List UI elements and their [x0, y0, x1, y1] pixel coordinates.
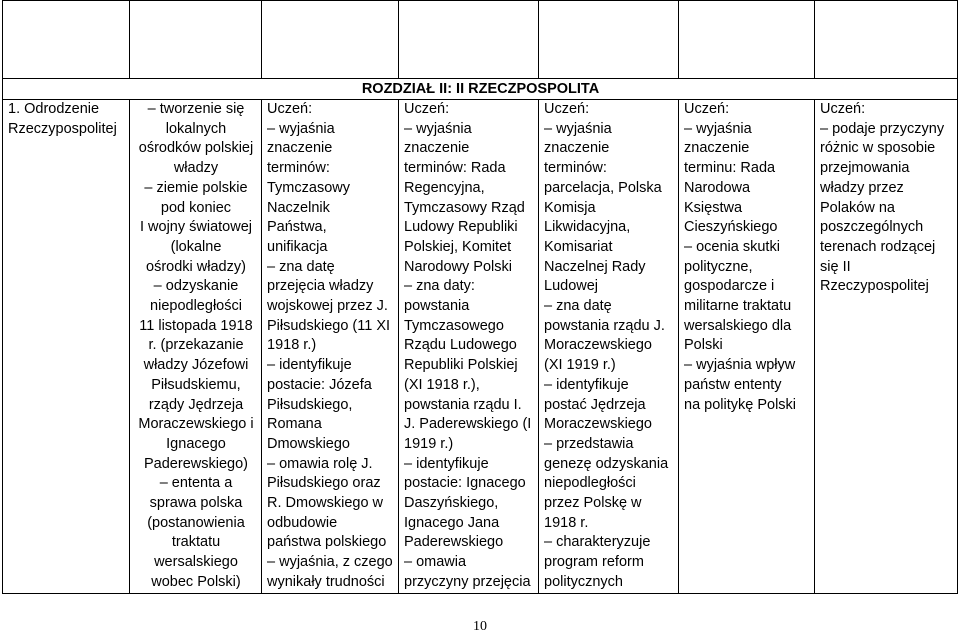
- cell-line: Ignacego Jana: [404, 514, 500, 531]
- cell-line: niepodległości: [544, 475, 636, 492]
- cell-line: postacie: Ignacego: [404, 475, 526, 492]
- cell-line: Tymczasowego: [404, 317, 504, 334]
- cell-line: różnic w sposobie: [820, 140, 936, 157]
- cell-line: wojskowej przez J.: [267, 298, 388, 315]
- cell-line: (XI 1918 r.),: [404, 376, 480, 393]
- cell-line: – wyjaśnia: [684, 120, 752, 137]
- cell-line: Likwidacyjna,: [544, 219, 631, 236]
- cell-line: – tworzenie się: [147, 101, 245, 117]
- cell-line: Romana: [267, 416, 322, 433]
- cell-line: R. Dmowskiego w: [267, 495, 384, 512]
- cell-line: Państwa,: [267, 219, 327, 236]
- cell-line: – zna daty:: [404, 278, 475, 295]
- cell-line: państw ententy: [684, 376, 782, 393]
- cell-line: – podaje przyczyny: [820, 120, 945, 137]
- cell-line: (XI 1919 r.): [544, 357, 616, 374]
- cell-line: – wyjaśnia: [544, 120, 612, 137]
- cell-line: Księstwa: [684, 199, 743, 216]
- cell-line: wersalskiego: [154, 554, 238, 571]
- cell-line: terenach rodzącej: [820, 238, 936, 255]
- cell-line: 11 listopada 1918: [139, 317, 253, 334]
- content-cell: [130, 100, 262, 594]
- cell-line: Ludowy Republiki: [404, 219, 518, 236]
- cell-line: – identyfikuje: [267, 357, 352, 374]
- top-empty-cell: [130, 1, 262, 79]
- cell-line: Rzeczypospolitej: [8, 120, 117, 137]
- cell-line: znaczenie: [684, 140, 750, 157]
- cell-line: Uczeń:: [684, 101, 730, 117]
- cell-line: Naczelnik: [267, 199, 330, 216]
- cell-line: – charakteryzuje: [544, 534, 651, 551]
- cell-line: Narodowa: [684, 179, 751, 196]
- cell-line: Rzeczypospolitej: [820, 278, 929, 295]
- cell-line: (postanowienia: [147, 514, 245, 531]
- cell-line: – ententa a: [159, 475, 233, 492]
- top-empty-cell: [679, 1, 815, 79]
- top-empty-cell: [3, 1, 130, 79]
- cell-line: terminów: Rada: [404, 160, 506, 177]
- requirements-level-4-cell: [679, 100, 815, 594]
- cell-line: Ludowej: [544, 278, 599, 295]
- cell-line: – wyjaśnia wpływ: [684, 357, 796, 374]
- cell-line: J. Paderewskiego (I: [404, 416, 532, 433]
- cell-line: – wyjaśnia, z czego: [267, 554, 393, 571]
- cell-line: Republiki Polskiej: [404, 357, 518, 374]
- cell-line: – wyjaśnia: [404, 120, 472, 137]
- cell-line: Dmowskiego: [267, 435, 350, 452]
- cell-line: unifikacja: [267, 238, 328, 255]
- cell-line: Tymczasowy: [267, 179, 350, 196]
- cell-line: niepodległości: [150, 298, 242, 315]
- chapter-heading-row: [3, 79, 958, 100]
- cell-line: – zna datę: [267, 258, 335, 275]
- cell-line: powstania rządu J.: [544, 317, 665, 334]
- cell-line: przez Polskę w: [544, 495, 642, 512]
- cell-line: postać Jędrzeja: [544, 396, 646, 413]
- cell-line: Rządu Ludowego: [404, 337, 517, 354]
- cell-line: I wojny światowej: [139, 219, 252, 236]
- cell-line: władzy: [173, 160, 219, 177]
- cell-line: Cieszyńskiego: [684, 219, 778, 236]
- topic-cell: [3, 100, 130, 594]
- cell-line: politycznych: [544, 573, 623, 590]
- cell-line: genezę odzyskania: [544, 455, 669, 472]
- cell-line: Uczeń:: [820, 101, 866, 117]
- requirements-level-2-cell: [399, 100, 539, 594]
- cell-line: Paderewskiego): [144, 455, 248, 472]
- cell-line: – omawia rolę J.: [267, 455, 373, 472]
- cell-line: Polaków na: [820, 199, 895, 216]
- curriculum-table: [2, 0, 958, 594]
- content-row: [3, 100, 958, 594]
- cell-line: Piłsudskiemu,: [151, 376, 241, 393]
- cell-line: się II: [820, 258, 851, 275]
- cell-line: gospodarcze i: [684, 278, 775, 295]
- cell-line: polityczne,: [684, 258, 753, 275]
- cell-line: – przedstawia: [544, 435, 634, 452]
- cell-line: (lokalne: [170, 238, 222, 255]
- cell-line: Polski: [684, 337, 723, 354]
- cell-line: pod koniec: [160, 199, 232, 216]
- cell-line: Moraczewskiego i: [138, 416, 254, 433]
- cell-line: – wyjaśnia: [267, 120, 335, 137]
- cell-line: Komisariat: [544, 238, 613, 255]
- requirements-level-5-cell: [815, 100, 958, 594]
- cell-line: Uczeń:: [267, 101, 313, 117]
- cell-line: – identyfikuje: [544, 376, 629, 393]
- top-empty-row: [3, 1, 958, 79]
- cell-line: znaczenie: [544, 140, 610, 157]
- cell-line: 1. Odrodzenie: [8, 101, 100, 117]
- page-number: 10: [473, 619, 487, 634]
- cell-line: władzy Józefowi: [143, 357, 249, 374]
- cell-line: postacie: Józefa: [267, 376, 372, 393]
- cell-line: wersalskiego dla: [684, 317, 792, 334]
- requirements-level-3-cell: [539, 100, 679, 594]
- top-empty-cell: [399, 1, 539, 79]
- top-empty-cell: [539, 1, 679, 79]
- cell-line: odbudowie: [267, 514, 338, 531]
- cell-line: terminów:: [267, 160, 330, 177]
- cell-line: Moraczewskiego: [544, 337, 652, 354]
- cell-line: Paderewskiego: [404, 534, 504, 551]
- cell-line: Polskiej, Komitet: [404, 238, 512, 255]
- cell-line: Uczeń:: [544, 101, 590, 117]
- cell-line: Piłsudskiego,: [267, 396, 353, 413]
- top-empty-cell: [262, 1, 399, 79]
- cell-line: r. (przekazanie: [148, 337, 244, 354]
- cell-line: Moraczewskiego: [544, 416, 652, 433]
- cell-line: Piłsudskiego (11 XI: [267, 317, 391, 334]
- cell-line: – zna datę: [544, 298, 612, 315]
- cell-line: Naczelnej Rady: [544, 258, 646, 275]
- cell-line: wobec Polski): [151, 573, 241, 590]
- cell-line: rządy Jędrzeja: [148, 396, 244, 413]
- cell-line: znaczenie: [404, 140, 470, 157]
- cell-line: 1918 r.): [267, 337, 317, 354]
- cell-line: – identyfikuje: [404, 455, 489, 472]
- cell-line: 1919 r.): [404, 435, 454, 452]
- cell-line: przyczyny przejęcia: [404, 573, 531, 590]
- cell-line: Komisja: [544, 199, 596, 216]
- cell-line: traktatu: [171, 534, 221, 551]
- cell-line: przejęcia władzy: [267, 278, 374, 295]
- cell-line: terminów:: [544, 160, 607, 177]
- cell-line: terminu: Rada: [684, 160, 776, 177]
- cell-line: parcelacja, Polska: [544, 179, 662, 196]
- cell-line: – odzyskanie: [153, 278, 239, 295]
- cell-line: poszczególnych: [820, 219, 924, 236]
- cell-line: Regencyjna,: [404, 179, 485, 196]
- cell-line: 1918 r.: [544, 514, 589, 531]
- cell-line: przejmowania: [820, 160, 910, 177]
- cell-line: Tymczasowy Rząd: [404, 199, 525, 216]
- cell-line: Uczeń:: [404, 101, 450, 117]
- cell-line: – omawia: [404, 554, 467, 571]
- cell-line: na politykę Polski: [684, 396, 797, 413]
- cell-line: Ignacego: [166, 435, 226, 452]
- cell-line: sprawa polska: [149, 495, 243, 512]
- requirements-level-1-cell: [262, 100, 399, 594]
- cell-line: ośrodków polskiej: [138, 140, 254, 157]
- cell-line: militarne traktatu: [684, 298, 792, 315]
- cell-line: lokalnych: [165, 120, 227, 137]
- cell-line: władzy przez: [820, 179, 904, 196]
- cell-line: – ocenia skutki: [684, 238, 780, 255]
- chapter-heading: ROZDZIAŁ II: II RZECZPOSPOLITA: [3, 79, 958, 100]
- top-empty-cell: [815, 1, 958, 79]
- cell-line: znaczenie: [267, 140, 333, 157]
- cell-line: Narodowy Polski: [404, 258, 512, 275]
- cell-line: – ziemie polskie: [144, 179, 248, 196]
- cell-line: Piłsudskiego oraz: [267, 475, 381, 492]
- cell-line: program reform: [544, 554, 644, 571]
- cell-line: powstania: [404, 298, 470, 315]
- cell-line: powstania rządu I.: [404, 396, 522, 413]
- cell-line: wynikały trudności: [267, 573, 385, 590]
- cell-line: państwa polskiego: [267, 534, 387, 551]
- cell-line: ośrodki władzy): [146, 258, 246, 275]
- cell-line: Daszyńskiego,: [404, 495, 499, 512]
